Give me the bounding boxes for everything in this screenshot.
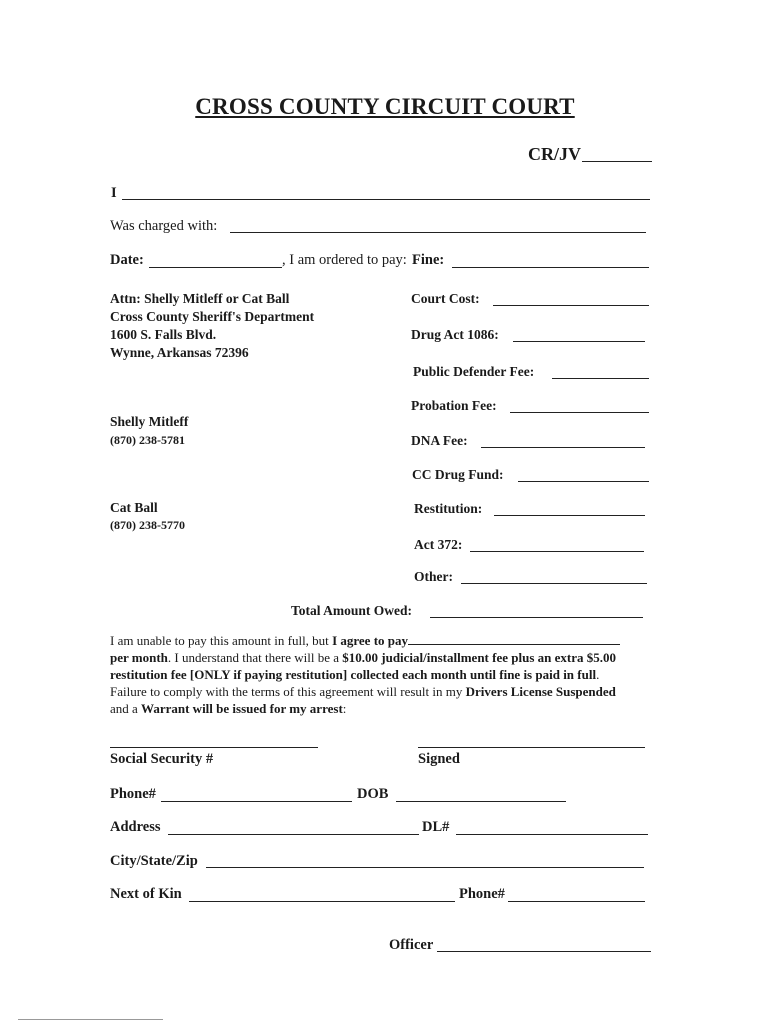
cc-drug-fund-label: CC Drug Fund: (412, 467, 504, 482)
signature-field[interactable] (418, 747, 645, 748)
probation-fee-field[interactable] (510, 412, 649, 413)
court-cost-field[interactable] (493, 305, 649, 306)
city-state-zip-label: City/State/Zip (110, 853, 198, 869)
dept-text: Cross County Sheriff's Department (110, 309, 315, 324)
ssn-field[interactable] (110, 747, 318, 748)
restitution-field[interactable] (494, 515, 645, 516)
act-372-label: Act 372: (414, 537, 463, 552)
agreement-text-bold: I agree to pay (332, 633, 409, 648)
dl-field[interactable] (456, 834, 648, 835)
drug-act-field[interactable] (513, 341, 645, 342)
address-field[interactable] (168, 834, 419, 835)
contact-phone: (870) 238-5781 (110, 433, 185, 447)
name-label: I (111, 185, 117, 201)
probation-fee-label: Probation Fee: (411, 398, 497, 413)
agreement-text-bold: Drivers License Suspended (465, 684, 616, 699)
agreement-text: and a (110, 701, 142, 716)
next-of-kin-field[interactable] (189, 901, 455, 902)
officer-field[interactable] (437, 951, 651, 952)
phone-label: Phone# (110, 786, 156, 802)
city-state-zip-field[interactable] (206, 867, 644, 868)
agreement-text-bold: $10.00 judicial/installment fee plus an extra $5.00 (342, 650, 616, 665)
agreement-text-bold: restitution fee [ONLY if paying restitution] collected each month until fine is paid in full (110, 667, 597, 682)
agreement-text-bold: per month (110, 650, 168, 665)
restitution-label: Restitution: (414, 501, 483, 516)
agreement-text: . I understand that there will be a (167, 650, 343, 665)
agreement-text: I am unable to pay this amount in full, but (110, 633, 333, 648)
other-fee-field[interactable] (461, 583, 647, 584)
total-owed-label: Total Amount Owed: (291, 603, 413, 618)
city-text: Wynne, Arkansas 72396 (110, 345, 249, 360)
dl-label: DL# (422, 819, 450, 835)
agreement-text: Failure to comply with the terms of this agreement will result in my (110, 684, 466, 699)
other-fee-label: Other: (414, 569, 453, 584)
date-field[interactable] (149, 267, 282, 268)
case-number-label: CR/JV (528, 144, 581, 164)
phone-field[interactable] (161, 801, 352, 802)
dob-field[interactable] (396, 801, 566, 802)
date-label: Date: (110, 252, 144, 268)
contact-name: Cat Ball (110, 500, 158, 515)
dna-fee-field[interactable] (481, 447, 645, 448)
kin-phone-field[interactable] (508, 901, 645, 902)
monthly-amount-field[interactable] (408, 633, 620, 645)
agreement-text-bold: Warrant will be issued for my arrest (141, 701, 343, 716)
officer-label: Officer (389, 937, 434, 953)
kin-phone-label: Phone# (459, 886, 505, 902)
act-372-field[interactable] (470, 551, 644, 552)
agreement-paragraph (110, 632, 655, 717)
next-of-kin-label: Next of Kin (110, 886, 182, 902)
name-field[interactable] (122, 199, 650, 200)
agreement-text: : (342, 701, 347, 716)
court-cost-label: Court Cost: (411, 291, 480, 306)
signed-label: Signed (418, 751, 460, 767)
public-defender-label: Public Defender Fee: (413, 364, 535, 379)
fine-field[interactable] (452, 267, 649, 268)
scan-edge-line (18, 1019, 163, 1020)
contact-name: Shelly Mitleff (110, 414, 189, 429)
charged-label: Was charged with: (110, 218, 218, 234)
public-defender-field[interactable] (552, 378, 649, 379)
attn-text: Attn: Shelly Mitleff or Cat Ball (110, 291, 290, 306)
form-title: CROSS COUNTY CIRCUIT COURT (195, 94, 575, 119)
dna-fee-label: DNA Fee: (411, 433, 468, 448)
street-text: 1600 S. Falls Blvd. (110, 327, 217, 342)
case-number-field[interactable] (582, 161, 652, 162)
contact-phone: (870) 238-5770 (110, 518, 185, 532)
address-label: Address (110, 819, 161, 835)
cc-drug-fund-field[interactable] (518, 481, 649, 482)
dob-label: DOB (357, 786, 389, 802)
agreement-text: . (596, 667, 600, 682)
ssn-label: Social Security # (110, 751, 214, 767)
ordered-text: , I am ordered to pay: (282, 252, 407, 268)
fine-label: Fine: (412, 252, 445, 268)
total-owed-field[interactable] (430, 617, 643, 618)
charged-field[interactable] (230, 232, 646, 233)
drug-act-label: Drug Act 1086: (411, 327, 499, 342)
